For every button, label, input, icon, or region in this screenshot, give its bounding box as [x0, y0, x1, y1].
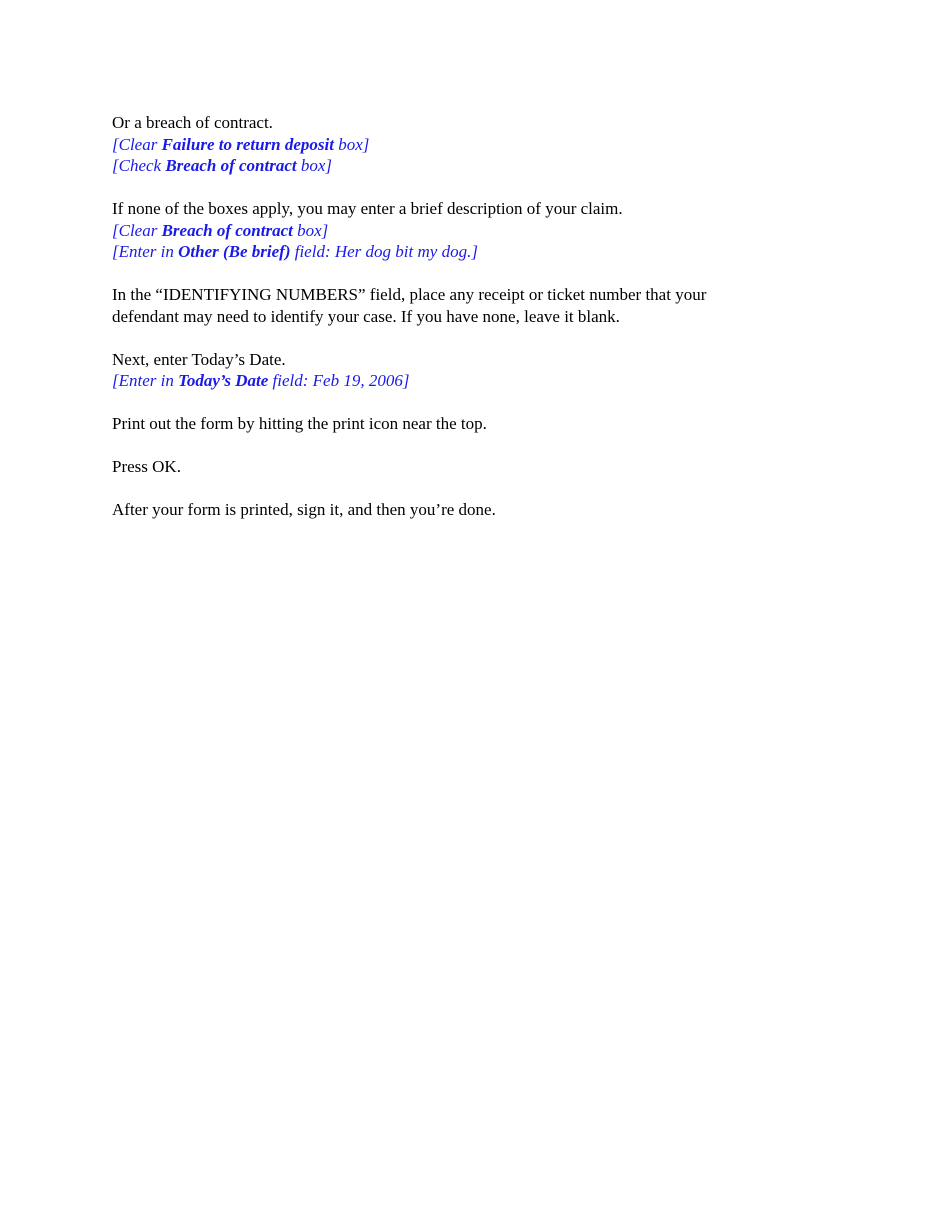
instruction-pre: [Clear [112, 134, 162, 154]
instruction-pre: [Enter in [112, 371, 179, 390]
instruction-line [112, 220, 812, 242]
paragraph-text: Print out the form by hitting the print icon near the top. [112, 414, 487, 433]
paragraph-todays-date [112, 349, 812, 392]
paragraph-print-form [112, 413, 812, 435]
paragraph-text: If none of the boxes apply, you may enter a brief description of your claim. [112, 199, 623, 218]
instruction-line [112, 241, 812, 263]
paragraph-press-ok [112, 456, 812, 478]
instruction-pre: [Clear [112, 220, 162, 240]
instruction-target: Breach of contract [161, 220, 293, 240]
paragraph-brief-description [112, 198, 812, 263]
instruction-line [112, 134, 812, 156]
instruction-post: field: Her dog bit my dog.] [290, 242, 478, 261]
instruction-target: Today’s Date [178, 371, 269, 390]
paragraph-text: Next, enter Today’s Date. [112, 349, 286, 369]
paragraph-identifying-numbers [112, 284, 812, 327]
instruction-post: box] [296, 156, 333, 175]
paragraph-line: In the “IDENTIFYING NUMBERS” field, place any receipt or ticket number that your [112, 285, 707, 304]
instruction-target: Failure to return deposit [161, 134, 334, 154]
paragraph-text: Press OK. [112, 457, 181, 476]
instruction-target: Other (Be brief) [178, 242, 291, 261]
paragraph-line: defendant may need to identify your case. If you have none, leave it blank. [112, 306, 620, 326]
paragraph-sign-done [112, 499, 812, 521]
instruction-post: field: Feb 19, 2006] [268, 371, 410, 390]
instruction-pre: [Check [112, 156, 166, 175]
instruction-target: Breach of contract [165, 156, 297, 175]
document-body [112, 112, 812, 542]
instruction-post: box] [292, 220, 329, 240]
paragraph-text: After your form is printed, sign it, and then you’re done. [112, 500, 496, 519]
instruction-pre: [Enter in [112, 242, 179, 261]
instruction-line [112, 370, 812, 392]
instruction-post: box] [333, 134, 370, 154]
instruction-line [112, 155, 812, 177]
paragraph-breach-of-contract [112, 112, 812, 177]
paragraph-text: Or a breach of contract. [112, 113, 273, 132]
